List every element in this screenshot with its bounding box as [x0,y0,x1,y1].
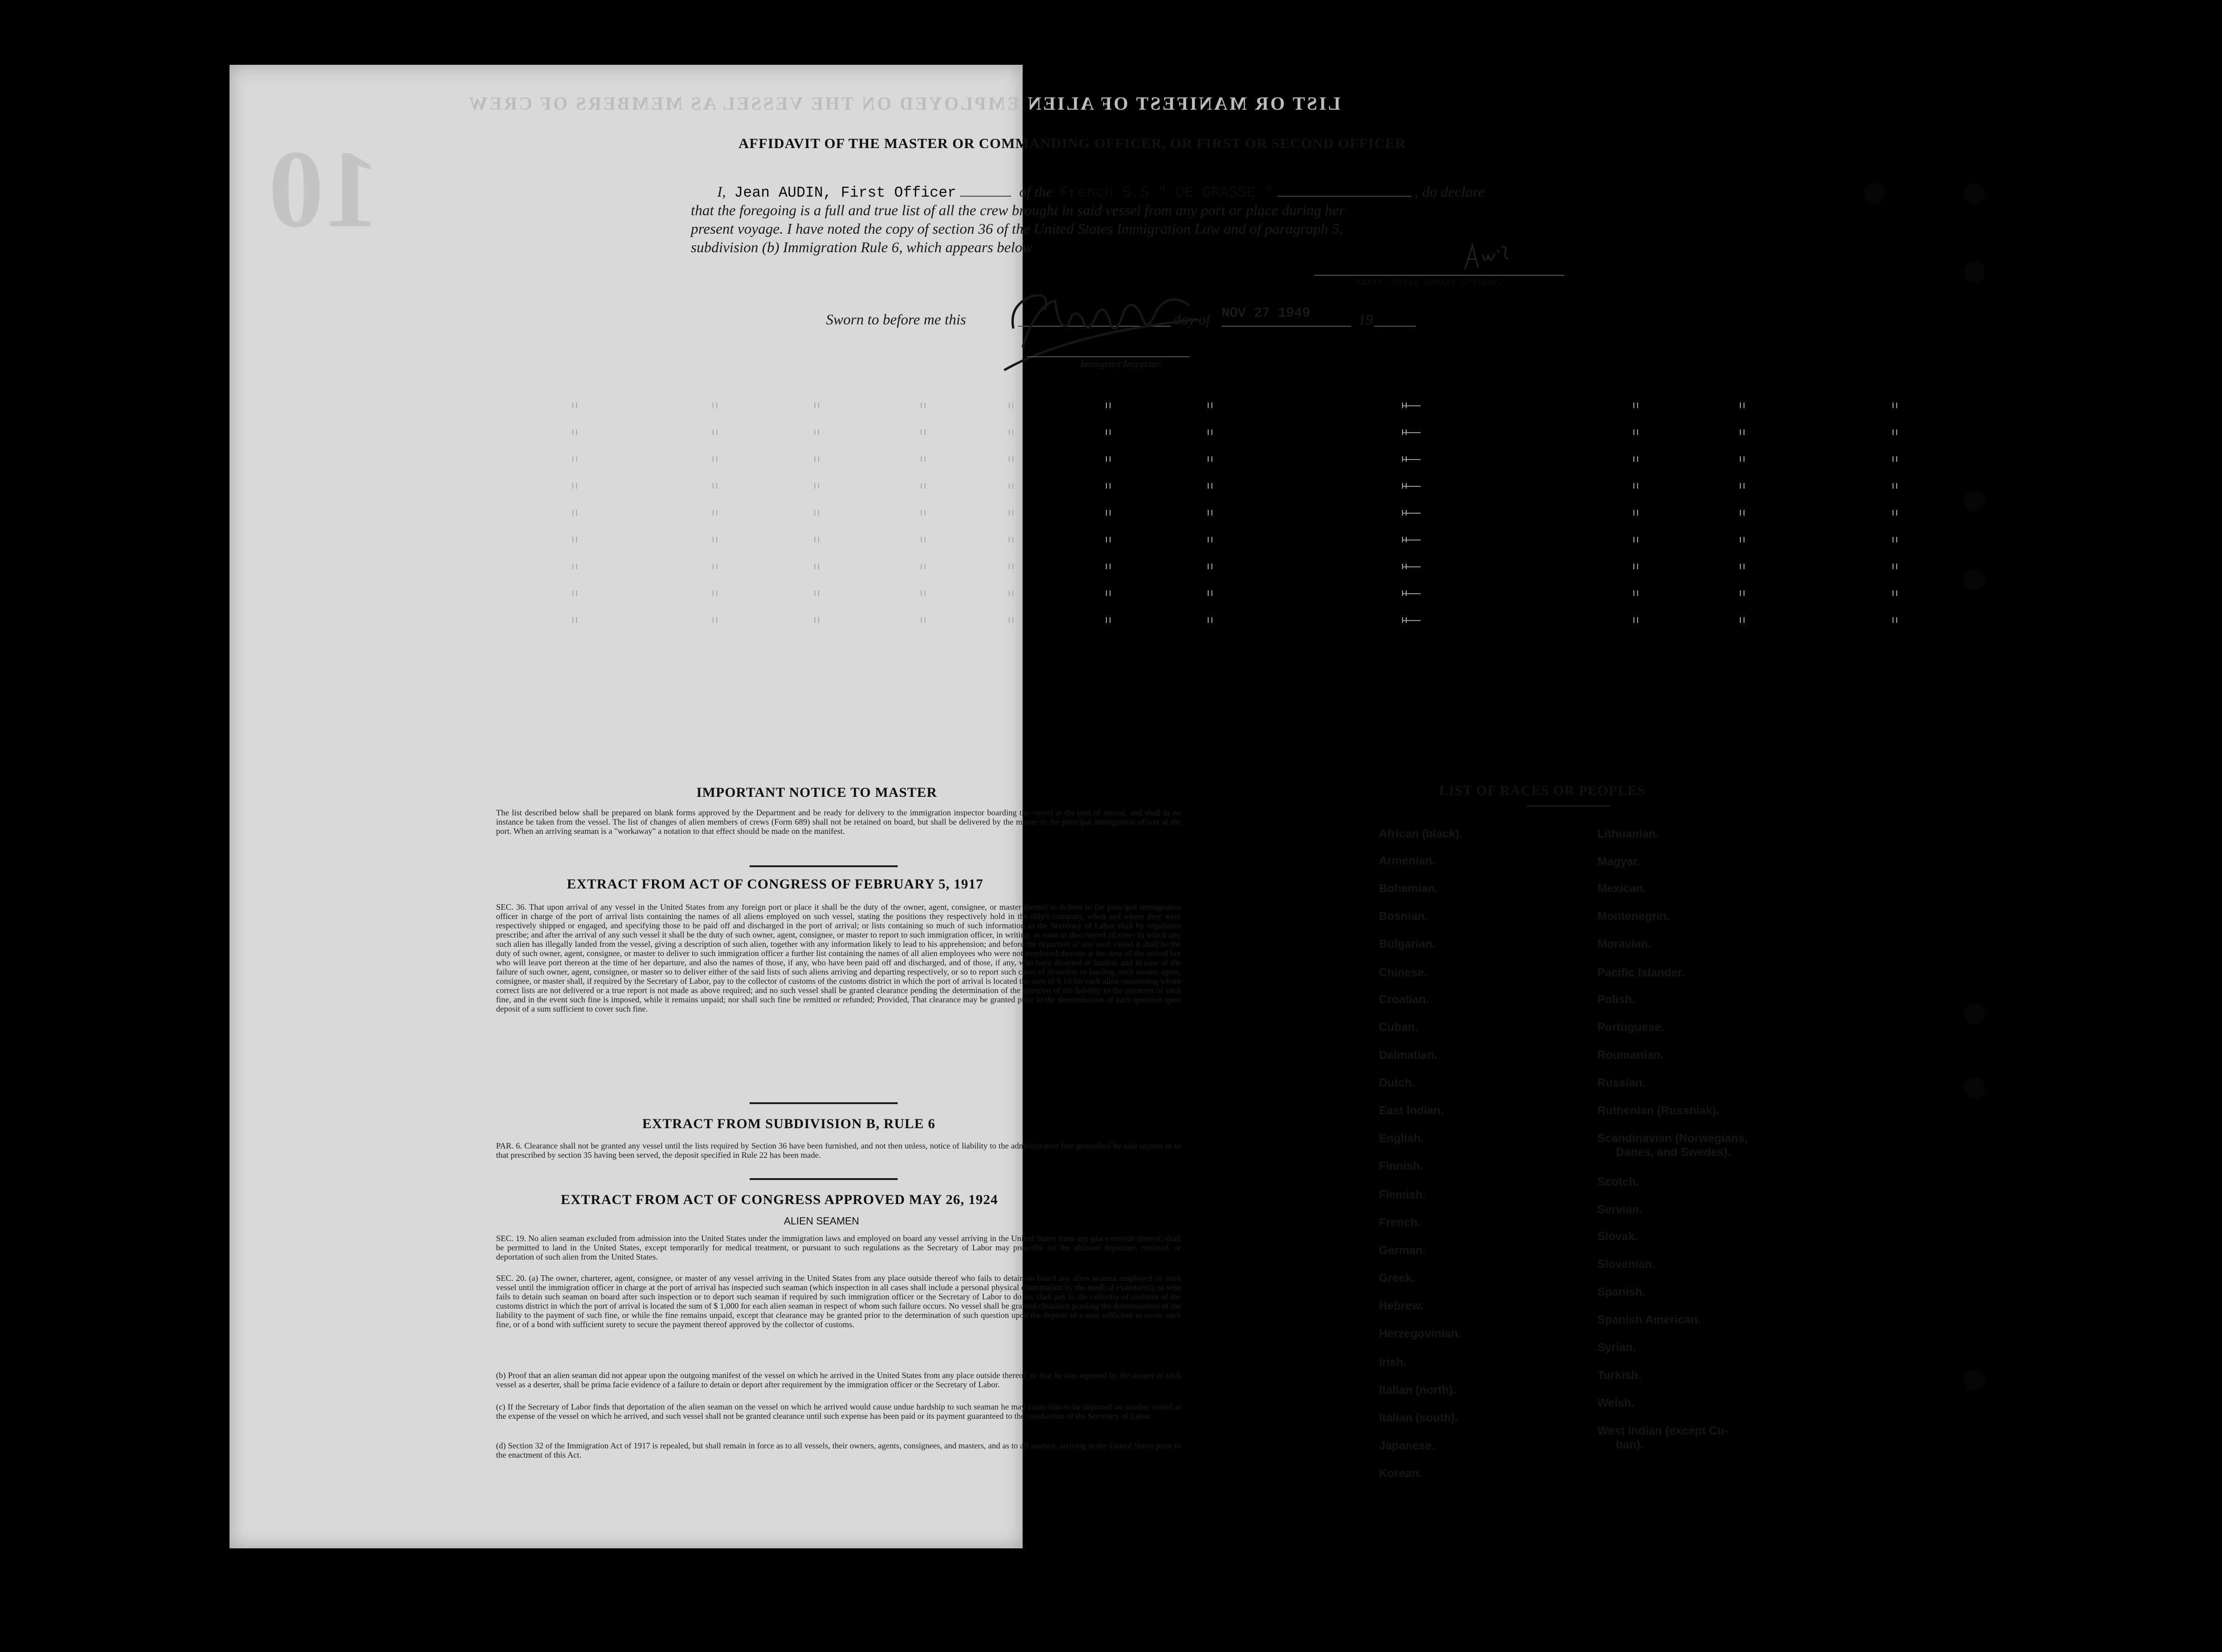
race-item: Italian (south). [1379,1411,1458,1424]
ditto-mark [1633,590,1638,596]
race-item: Scotch. [1597,1175,1639,1188]
ditto-mark [921,564,925,569]
race-item: Finnish. [1379,1160,1423,1173]
extract-1917-body: SEC. 36. That upon arrival of any vessel in the United States from any foreign port or place it shall be the duty of the owner, agent, consignee, or master thereof to deliver to the principal immigration officer in charge of the port of arrival lists containing the names of all aliens employed on such vessel, stating the positions they respectively hold in the ship's company, when and where they were respectively shipped or engaged, and specifying those to be paid off and discharged in the port of arrival; or lists containing so much of such information as the Secretary of Labor shall by regulation prescribe; and after the arrival of any such vessel it shall be the duty of such owner, agent, consignee, or master to report to such immigration officer, in writing, as soon as discovered all cases in which any such alien has illegally landed from the vessel, giving a description of such alien, together with any information likely to lead to his apprehension; and before the departure of any such vessel it shall be the duty of such owner, agent, consignee, or master to deliver to such immigration officer a further list containing the names of all alien employees who were not employed thereon at the time of the arrival but who will leave port thereon at the time of her departure, and also the names of those, if any, who have been paid off and discharged, and of those, if any, who have deserted or landed; and in case of the failure of such owner, agent, consignee, or master so to deliver either of the said lists of such aliens arriving and departing respectively, or so to report such cases of desertion or landing, such owner, agent, consignee, or master shall, if required by the Secretary of Labor, pay to the collector of customs of the customs district in which the port of arrival is located the sum of $ 10 for each alien concerning whom correct lists are not delivered or a true report is not made as above required; and no such vessel shall be granted clearance pending the determination of the question of the liability to the payment of such fine, and in the event such fine is imposed, while it remains unpaid; nor shall such fine be remitted or refunded; Provided, That clearance may be granted prior to the determination of such question upon deposit of a sum sufficient to cover such fine. [496,902,1181,1013]
ditto-mark [1208,590,1212,596]
race-item: Bohemian. [1379,882,1438,895]
race-item: Bosnian. [1379,910,1428,923]
race-item: Welsh. [1597,1397,1635,1410]
race-item: German. [1379,1244,1426,1257]
officer-name: Jean AUDIN, First Officer [734,184,956,201]
extract-1917-title: EXTRACT FROM ACT OF CONGRESS OF FEBRUARY 5, 1917 [567,876,984,892]
races-title: LIST OF RACES OR PEOPLES [1439,783,1645,798]
sworn-blank-2 [1222,326,1351,327]
race-item: West Indian (except Cu- [1597,1424,1728,1437]
ditto-mark [1009,456,1013,462]
ditto-dash [1402,486,1421,487]
ditto-mark [921,456,925,462]
ditto-mark [1106,617,1111,623]
extract-1924-subtitle: ALIEN SEAMEN [784,1215,859,1227]
ditto-mark [921,403,925,408]
ditto-mark [1893,483,1897,489]
ditto-mark [1208,483,1212,489]
vessel-name: French S.S " DE GRASSE " [1060,184,1273,201]
ditto-mark [713,537,717,542]
ditto-mark [1106,429,1111,435]
ditto-mark [1009,590,1013,596]
ditto-mark [1633,510,1638,515]
race-item: Russian. [1597,1076,1646,1089]
ditto-mark [1740,537,1744,542]
day-of-text: day of [1173,311,1210,328]
ditto-mark [572,564,577,569]
ditto-mark [921,590,925,596]
ditto-mark [1208,510,1212,515]
ditto-mark [1740,483,1744,489]
race-item: Lithuanian. [1597,827,1659,840]
ditto-mark [713,617,717,623]
race-item: Dalmatian. [1379,1049,1438,1062]
race-item: Syrian. [1597,1341,1636,1354]
affidavit-line-3: present voyage. I have noted the copy of section 36 of the United States Immigration Law and of paragraph 5, [691,220,1343,237]
race-item: Scandinavian (Norwegians, [1597,1132,1748,1145]
ditto-mark [1633,537,1638,542]
ditto-mark [572,590,577,596]
ditto-mark [921,483,925,489]
ditto-mark [1893,617,1897,623]
ditto-mark [814,429,819,435]
ditto-mark [1740,456,1744,462]
notice-title: IMPORTANT NOTICE TO MASTER [696,785,937,800]
ditto-mark [572,429,577,435]
extract-1924-sec20c: (c) If the Secretary of Labor finds that deportation of the alien seaman on the vessel on which he arrived would cause undue hardship to such seaman he may cause him to be deported on another vessel at the expense of the vessel on which he arrived, and such vessel shall not be granted clearance until such expense has been paid or its payment guaranteed to the satisfaction of the Secretary of Labor. [496,1402,1181,1421]
race-item: Dutch. [1379,1076,1415,1089]
ditto-mark [921,537,925,542]
year-blank [1374,326,1416,327]
ditto-mark [1633,483,1638,489]
ditto-dash [1402,566,1421,567]
punch-hole [1864,183,1885,204]
vessel-underline [1277,196,1411,197]
race-item: Spanish American. [1597,1313,1701,1326]
ditto-mark [921,510,925,515]
ditto-mark [1740,429,1744,435]
punch-hole [1964,261,1985,283]
race-item: Roumanian. [1597,1049,1664,1062]
punch-hole [1964,183,1985,204]
ditto-mark [1009,483,1013,489]
ditto-mark [814,590,819,596]
race-item: Spanish. [1597,1286,1646,1298]
ditto-mark [713,403,717,408]
bleed-through-header: LIST OR MANIFEST OF ALIEN EMPLOYED ON THE VESSEL AS MEMBERS OF CREW [467,93,1341,114]
ditto-mark [1106,537,1111,542]
extract-rule6-title: EXTRACT FROM SUBDIVISION B, RULE 6 [642,1116,936,1131]
race-item: Chinese. [1379,966,1428,979]
punch-hole [1964,1003,1985,1025]
race-item: Hebrew. [1379,1299,1424,1312]
ditto-mark [713,510,717,515]
ditto-mark [1106,590,1111,596]
ditto-dash [1402,593,1421,594]
race-item: Korean. [1379,1467,1422,1480]
ditto-dash [1402,432,1421,433]
race-item: East Indian. [1379,1104,1444,1117]
ditto-mark [1633,617,1638,623]
sworn-prefix: Sworn to before me this [826,311,966,328]
officer-signature [1462,241,1513,278]
race-item: Moravian. [1597,938,1651,950]
ditto-mark [1633,564,1638,569]
ditto-mark [1208,456,1212,462]
extract-1924-sec20b: (b) Proof that an alien seaman did not appear upon the outgoing manifest of the vessel on which he arrived in the United States from any place outside thereof, or that he was reported by the master of such vessel as a deserter, shall be prima facie evidence of a failure to detain or deport after requirement by the immigration officer or the Secretary of Labor. [496,1371,1181,1389]
ditto-mark [572,456,577,462]
race-item: Magyar. [1597,855,1641,868]
of-the-text: of the [1019,183,1053,200]
ditto-mark [1208,617,1212,623]
ditto-mark [572,510,577,515]
ditto-mark [1633,456,1638,462]
punch-hole [1964,569,1985,590]
race-item: Ruthenian (Russniak). [1597,1104,1719,1117]
ditto-dash [1402,513,1421,514]
ditto-mark [1009,510,1013,515]
ditto-mark [1009,429,1013,435]
race-item: Flemish. [1379,1188,1426,1201]
punch-hole [1964,1077,1985,1099]
ditto-mark [1633,403,1638,408]
race-item: Bulgarian. [1379,938,1436,950]
ditto-mark [713,456,717,462]
ditto-mark [814,537,819,542]
races-title-rule [1527,805,1610,807]
ditto-mark [1740,510,1744,515]
race-item: ban). [1616,1438,1644,1451]
bleed-through-number: 10 [268,127,379,250]
ditto-mark [1009,564,1013,569]
ditto-mark [921,617,925,623]
race-item: French. [1379,1216,1421,1229]
extract-1924-sec20a: SEC. 20. (a) The owner, charterer, agent, consignee, or master of any vessel arriving in the United States from any place outside thereof who fails to detain on board any alien seaman employed on such vessel until the immigration officer in charge at the port of arrival has inspected such seaman (which inspection in all cases shall include a personal physical examination by the medical examiners), or who fails to detain such seaman on board after such inspection or to deport such seaman if required by such immigration officer or the Secretary of Labor to do so, shall pay to the collector of customs of the customs district in which the port of arrival is located the sum of $ 1,000 for each alien seaman in respect of whom such failure occurs. No vessel shall be granted clearance pending the determination of the liability to the payment of such fine, or while the fine remains unpaid, except that clearance may be granted prior to the determination of such question upon the deposit of a sum sufficient to cover such fine, or of a bond with sufficient surety to secure the payment thereof approved by the collector of customs. [496,1273,1181,1329]
section-divider [750,1178,898,1180]
ditto-dash [1402,459,1421,460]
ditto-mark [713,483,717,489]
inspector-caption: Immigrant Inspector. [1080,358,1162,369]
ditto-mark [1893,537,1897,542]
ditto-mark [1893,564,1897,569]
affidavit-line-4: subdivision (b) Immigration Rule 6, which appears below [691,239,1032,255]
race-item: Cuban. [1379,1021,1418,1034]
inspector-signature-line [1027,356,1189,357]
ditto-mark [921,429,925,435]
extract-1924-sec19: SEC. 19. No alien seaman excluded from admission into the United States under the immigration laws and employed on board any vessel arriving in the United States from any place outside thereof, shall be permitted to land in the United States, except temporarily for medical treatment, or pursuant to such regulations as the Secretary of Labor may prescribe for the ultimate departure, removal, or deportation of such alien from the United States. [496,1234,1181,1261]
ditto-mark [814,617,819,623]
affidavit-line-2: that the foregoing is a full and true list of all the crew brought in said vessel from any port or place during her [691,202,1345,218]
ditto-mark [713,590,717,596]
ditto-mark [1009,617,1013,623]
ditto-mark [572,483,577,489]
ditto-mark [814,403,819,408]
year-prefix: 19 [1358,311,1373,328]
ditto-mark [713,429,717,435]
ditto-mark [1893,510,1897,515]
race-item: Pacific Islander. [1597,966,1685,979]
race-item: Portuguese. [1597,1021,1664,1034]
date-stamp: NOV 27 1949 [1222,305,1310,321]
ditto-mark [1009,537,1013,542]
section-divider [750,865,898,867]
ditto-mark [1893,429,1897,435]
ditto-mark [1208,564,1212,569]
officer-signature-line [1314,275,1564,276]
extract-rule6-body: PAR. 6. Clearance shall not be granted any vessel until the lists required by Section 36 have been furnished, and not then unless, notice of liability to the administrative fine prescribed by said section or to that prescribed by section 35 having been served, the deposit specified in Rule 22 has been made. [496,1141,1181,1160]
race-item: Servian. [1597,1203,1643,1216]
ditto-mark [1106,483,1111,489]
race-item: African (black). [1379,827,1463,840]
ditto-mark [814,456,819,462]
ditto-mark [1740,590,1744,596]
ditto-mark [572,617,577,623]
race-item: Turkish. [1597,1369,1642,1382]
extract-1924-sec20d: (d) Section 32 of the Immigration Act of 1917 is repealed, but shall remain in force as to all vessels, their owners, agents, consignees, and masters, and as to all seamen, arriving in the United States prior to the enactment of this Act. [496,1441,1181,1459]
race-item: Danes, and Swedes). [1616,1146,1731,1159]
ditto-mark [1208,429,1212,435]
race-item: Croatian. [1379,993,1429,1006]
ditto-mark [1106,510,1111,515]
race-item: Slovenian. [1597,1258,1656,1271]
ditto-dash [1402,620,1421,621]
affidavit-prefix: I, [717,183,726,200]
race-item: Greek. [1379,1272,1415,1285]
ditto-mark [1009,403,1013,408]
race-item: Montenegrin. [1597,910,1670,923]
extract-1924-title: EXTRACT FROM ACT OF CONGRESS APPROVED MAY 26, 1924 [561,1192,998,1207]
punch-hole [1964,491,1985,512]
ditto-mark [814,483,819,489]
ditto-mark [814,564,819,569]
ditto-dash [1402,405,1421,406]
affidavit-line-1 [717,183,1484,201]
ditto-mark [1893,456,1897,462]
ditto-mark [713,564,717,569]
ditto-mark [814,510,819,515]
ditto-mark [572,403,577,408]
ditto-mark [1740,403,1744,408]
officer-caption: XXXXX. First XXXXXX Officer. [1356,278,1504,288]
section-divider [750,1102,898,1104]
ditto-mark [1208,537,1212,542]
ditto-mark [572,537,577,542]
affidavit-title: AFFIDAVIT OF THE MASTER OR COMMANDING OFFICER, OR FIRST OR SECOND OFFICER [739,135,1406,151]
notice-body: The list described below shall be prepared on blank forms approved by the Department and be ready for delivery to the immigration inspector boarding the vessel at the port of arrival, and shall in no instance be taken from the vessel. The list of changes of alien members of crews (Form 689) shall not be retained on board, but shall be delivered by the master to the principal immigration officer at the port. When an arriving seaman is a "workaway" a notation to that effect should be made on the manifest. [496,808,1181,836]
ditto-mark [1106,564,1111,569]
ditto-mark [1740,617,1744,623]
ditto-mark [1893,590,1897,596]
ditto-mark [1740,564,1744,569]
race-item: Herzegovinian. [1379,1327,1461,1340]
race-item: Mexican. [1597,882,1646,895]
race-item: Armenian. [1379,854,1436,867]
race-item: Polish. [1597,993,1635,1006]
name-underline [960,196,1011,197]
ditto-mark [1633,429,1638,435]
race-item: Slovak. [1597,1230,1638,1243]
do-declare-text: , do declare [1415,183,1485,200]
race-item: Italian (north). [1379,1384,1456,1397]
ditto-mark [1208,403,1212,408]
punch-hole [1964,1370,1985,1391]
ditto-mark [1106,403,1111,408]
race-item: Japanese. [1379,1439,1435,1452]
ditto-mark [1106,456,1111,462]
race-item: English. [1379,1132,1424,1145]
ditto-mark [1893,403,1897,408]
race-item: Irish. [1379,1356,1407,1369]
